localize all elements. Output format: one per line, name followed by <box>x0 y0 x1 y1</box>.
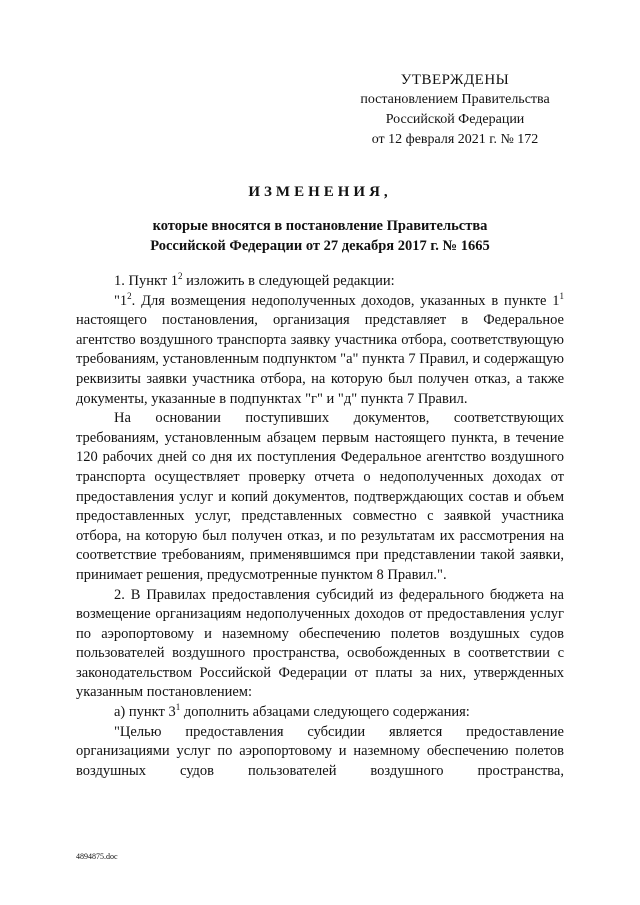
paragraph-5-text: а) пункт 3 <box>114 704 176 721</box>
approval-block <box>330 70 580 150</box>
paragraph-1 <box>76 272 564 292</box>
approval-line-1: постановлением Правительства <box>360 92 550 107</box>
superscript: 2 <box>178 271 183 282</box>
superscript: 2 <box>127 290 132 301</box>
document-subtitle <box>60 216 580 256</box>
paragraph-5 <box>76 703 564 723</box>
paragraph-2 <box>76 292 564 410</box>
approval-line-2: Российской Федерации <box>385 112 525 127</box>
paragraph-3: На основании поступивших документов, соответствующих требованиям, установленным абзацем первым настоящего пункта, в течение 120 рабочих дней со дня их поступления Федеральное агентство воздушного транспорта осуществляет проверку отчета о недополученных доходах от предоставления услуг и копий документов, подтверждающих состав и объем предоставленных услуг, представленных совместно с заявкой участника отбора, на которую был получен отказ, и по результатам их рассмотрения на соответствие требованиям, применявшимся при представлении такой заявки, принимает решения, предусмотренные пунктом 8 Правил.". <box>76 410 564 583</box>
paragraph-4: 2. В Правилах предоставления субсидий из федерального бюджета на возмещение организациям недополученных доходов от предоставления услуг по аэропортовому и наземному обеспечению полетов воздушных судов пользователей воздушного пространства, освобожденных в соответствии с законодательством Российской Федерации от платы за них, утвержденных указанным постановлением: <box>76 586 564 701</box>
paragraph-2-text-mid: . Для возмещения недополученных доходов, указанных в пункте 1 <box>131 292 560 309</box>
approval-heading: УТВЕРЖДЕНЫ <box>400 72 510 88</box>
document-body <box>76 272 564 781</box>
paragraph-5-text-end: дополнить абзацами следующего содержания: <box>180 704 470 721</box>
approval-line-3: от 12 февраля 2021 г. № 172 <box>371 132 539 147</box>
paragraph-6: "Целью предоставления субсидии является предоставление организациями услуг по аэропортовому и наземному обеспечению полетов воздушных судов пользователей воздушного пространства, <box>76 723 564 779</box>
superscript: 1 <box>559 290 564 301</box>
subtitle-line-1: которые вносятся в постановление Правительства <box>152 218 488 234</box>
paragraph-2-text: "1 <box>114 292 128 309</box>
paragraph-2-text-end: настоящего постановления, организация представляет в Федеральное агентство воздушного транспорта заявку участника отбора, соответствующую требованиям, установленным подпунктом "а" пункта 7 Правил, и содержащую реквизиты заявки участника отбора, на которую был получен отказ, а также документы, указанные в подпунктах "г" и "д" пункта 7 Правил. <box>76 312 564 407</box>
file-name-footer: 4894875.doc <box>76 852 118 861</box>
paragraph-1-text-end: изложить в следующей редакции: <box>182 273 395 289</box>
subtitle-line-2: Российской Федерации от 27 декабря 2017 г. № 1665 <box>150 238 490 254</box>
paragraph-1-text: 1. Пункт 1 <box>114 273 179 289</box>
superscript: 1 <box>175 702 181 713</box>
document-title: ИЗМЕНЕНИЯ, <box>248 184 392 200</box>
